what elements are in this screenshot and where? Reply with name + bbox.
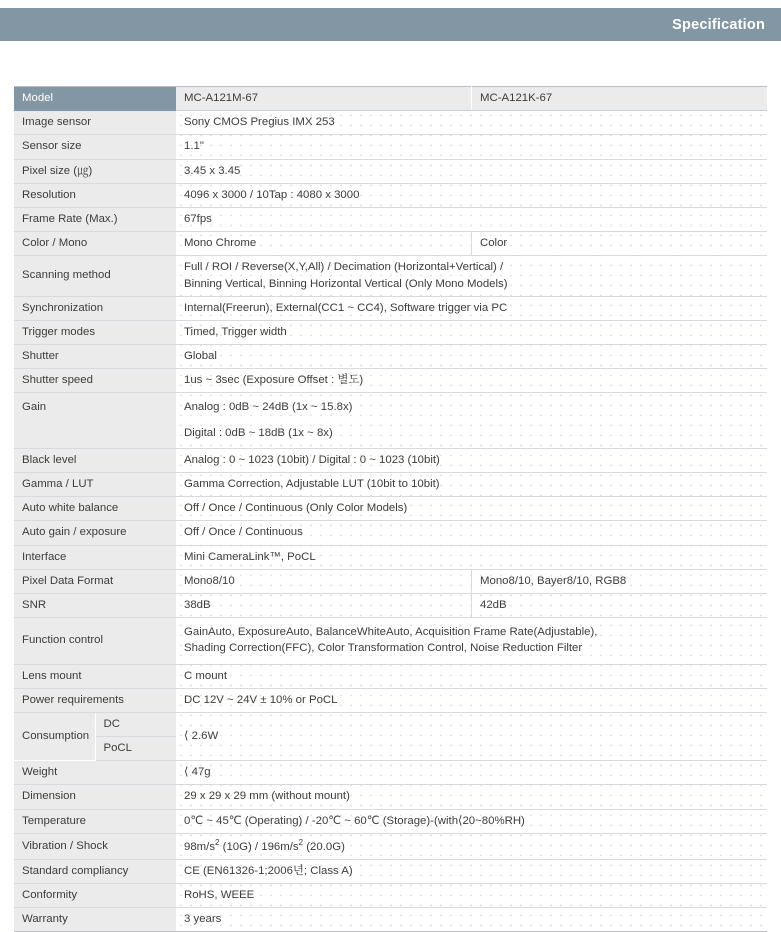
vibration-value-mid: (10G) / 196m/s bbox=[219, 840, 299, 853]
table-row bbox=[14, 833, 767, 859]
row-label: Dimension bbox=[14, 785, 176, 809]
row-value: 3.45 x 3.45 bbox=[176, 159, 767, 183]
row-value-line-2: Binning Vertical, Binning Horizontal Vertical (Only Mono Models) bbox=[184, 277, 508, 290]
row-label: Shutter bbox=[14, 345, 176, 369]
table-row-consumption-dc bbox=[14, 712, 767, 736]
row-label: Sensor size bbox=[14, 135, 176, 159]
row-label: Conformity bbox=[14, 883, 176, 907]
row-value: 4096 x 3000 / 10Tap : 4080 x 3000 bbox=[176, 183, 767, 207]
table-row bbox=[14, 593, 767, 617]
row-value-mono: Mono8/10 bbox=[176, 569, 472, 593]
table-row bbox=[14, 111, 767, 135]
row-label: Pixel size (㎍) bbox=[14, 159, 176, 183]
row-label: Frame Rate (Max.) bbox=[14, 207, 176, 231]
row-value-line-2: Shading Correction(FFC), Color Transformation Control, Noise Reduction Filter bbox=[184, 642, 583, 655]
table-row bbox=[14, 393, 767, 448]
row-label: Resolution bbox=[14, 183, 176, 207]
row-value-mono: Mono Chrome bbox=[176, 232, 472, 256]
row-value: Off / Once / Continuous bbox=[176, 521, 767, 545]
specification-table bbox=[14, 86, 767, 932]
row-value: 1us ~ 3sec (Exposure Offset : 별도) bbox=[176, 369, 767, 393]
vibration-value-pre: 98m/s bbox=[184, 840, 216, 853]
row-value: Analog : 0 ~ 1023 (10bit) / Digital : 0 ~ 1023 (10bit) bbox=[176, 448, 767, 472]
row-value: DC 12V ~ 24V ± 10% or PoCL bbox=[176, 688, 767, 712]
row-value-vibration bbox=[176, 833, 767, 859]
row-value: 67fps bbox=[176, 207, 767, 231]
row-value: CE (EN61326-1;2006년; Class A) bbox=[176, 859, 767, 883]
table-row bbox=[14, 448, 767, 472]
row-label: Color / Mono bbox=[14, 232, 176, 256]
row-label: Shutter speed bbox=[14, 369, 176, 393]
row-label: Weight bbox=[14, 761, 176, 785]
row-value: RoHS, WEEE bbox=[176, 883, 767, 907]
row-label: Image sensor bbox=[14, 111, 176, 135]
table-row bbox=[14, 688, 767, 712]
row-sublabel-dc: DC bbox=[95, 712, 176, 736]
table-row bbox=[14, 320, 767, 344]
row-value-color: 42dB bbox=[472, 593, 768, 617]
row-label: Auto white balance bbox=[14, 497, 176, 521]
row-value: C mount bbox=[176, 664, 767, 688]
row-label-consumption: Consumption bbox=[14, 712, 95, 760]
vibration-sup-2: 2 bbox=[298, 837, 304, 847]
table-row bbox=[14, 664, 767, 688]
table-row bbox=[14, 183, 767, 207]
row-value: 0℃ ~ 45℃ (Operating) / -20℃ ~ 60℃ (Storage)-(with⟨20~80%RH) bbox=[176, 809, 767, 833]
table-row bbox=[14, 473, 767, 497]
specification-table-container bbox=[14, 86, 767, 932]
table-row bbox=[14, 618, 767, 664]
page-title: Specification bbox=[672, 16, 765, 33]
row-value-color: Mono8/10, Bayer8/10, RGB8 bbox=[472, 569, 768, 593]
row-value: Off / Once / Continuous (Only Color Models) bbox=[176, 497, 767, 521]
cell-model-mono: MC-A121M-67 bbox=[176, 87, 472, 111]
row-label: Gain bbox=[14, 393, 176, 448]
row-label: Vibration / Shock bbox=[14, 833, 176, 859]
row-value: ⟨ 47g bbox=[176, 761, 767, 785]
row-value-mono: 38dB bbox=[176, 593, 472, 617]
table-row-model bbox=[14, 87, 767, 111]
row-value: 3 years bbox=[176, 908, 767, 932]
table-row bbox=[14, 859, 767, 883]
row-value: Sony CMOS Pregius IMX 253 bbox=[176, 111, 767, 135]
cell-model-color: MC-A121K-67 bbox=[472, 87, 768, 111]
table-row bbox=[14, 785, 767, 809]
row-value: Global bbox=[176, 345, 767, 369]
row-value-line-1: Full / ROI / Reverse(X,Y,All) / Decimation (Horizontal+Vertical) / bbox=[184, 261, 504, 274]
vibration-sup-1: 2 bbox=[215, 837, 220, 847]
row-label: Auto gain / exposure bbox=[14, 521, 176, 545]
table-row bbox=[14, 545, 767, 569]
vibration-value-post: (20.0G) bbox=[303, 840, 345, 853]
row-sublabel-pocl: PoCL bbox=[95, 737, 176, 761]
row-value: 29 x 29 x 29 mm (without mount) bbox=[176, 785, 767, 809]
row-label: SNR bbox=[14, 593, 176, 617]
table-row bbox=[14, 296, 767, 320]
row-value-line-2: Digital : 0dB ~ 18dB (1x ~ 8x) bbox=[184, 426, 333, 439]
table-row bbox=[14, 809, 767, 833]
row-label: Interface bbox=[14, 545, 176, 569]
row-value: Gamma Correction, Adjustable LUT (10bit to 10bit) bbox=[176, 473, 767, 497]
row-value bbox=[176, 618, 767, 664]
table-row bbox=[14, 159, 767, 183]
row-value-line-1: GainAuto, ExposureAuto, BalanceWhiteAuto, Acquisition Frame Rate(Adjustable), bbox=[184, 626, 598, 639]
table-row bbox=[14, 569, 767, 593]
page-banner bbox=[0, 8, 781, 41]
table-row bbox=[14, 521, 767, 545]
row-label: Function control bbox=[14, 618, 176, 664]
row-label: Trigger modes bbox=[14, 320, 176, 344]
table-row bbox=[14, 761, 767, 785]
table-row bbox=[14, 883, 767, 907]
row-value bbox=[176, 393, 767, 448]
row-label: Warranty bbox=[14, 908, 176, 932]
row-value: 1.1" bbox=[176, 135, 767, 159]
row-label: Scanning method bbox=[14, 256, 176, 296]
table-row bbox=[14, 369, 767, 393]
table-row bbox=[14, 207, 767, 231]
row-value: Mini CameraLink™, PoCL bbox=[176, 545, 767, 569]
table-row bbox=[14, 497, 767, 521]
table-row bbox=[14, 256, 767, 296]
row-value-color: Color bbox=[472, 232, 768, 256]
row-label: Standard compliancy bbox=[14, 859, 176, 883]
table-row bbox=[14, 345, 767, 369]
row-label: Gamma / LUT bbox=[14, 473, 176, 497]
row-label-model: Model bbox=[14, 87, 176, 111]
table-row bbox=[14, 232, 767, 256]
row-value: Timed, Trigger width bbox=[176, 320, 767, 344]
specification-table-body bbox=[14, 87, 767, 932]
table-row bbox=[14, 908, 767, 932]
row-label: Lens mount bbox=[14, 664, 176, 688]
row-label: Pixel Data Format bbox=[14, 569, 176, 593]
row-label: Synchronization bbox=[14, 296, 176, 320]
row-value-line-1: Analog : 0dB ~ 24dB (1x ~ 15.8x) bbox=[184, 401, 353, 414]
row-label: Power requirements bbox=[14, 688, 176, 712]
row-value bbox=[176, 256, 767, 296]
row-label: Black level bbox=[14, 448, 176, 472]
table-row bbox=[14, 135, 767, 159]
row-value-consumption: ⟨ 2.6W bbox=[176, 712, 767, 760]
row-value: Internal(Freerun), External(CC1 ~ CC4), Software trigger via PC bbox=[176, 296, 767, 320]
row-label: Temperature bbox=[14, 809, 176, 833]
